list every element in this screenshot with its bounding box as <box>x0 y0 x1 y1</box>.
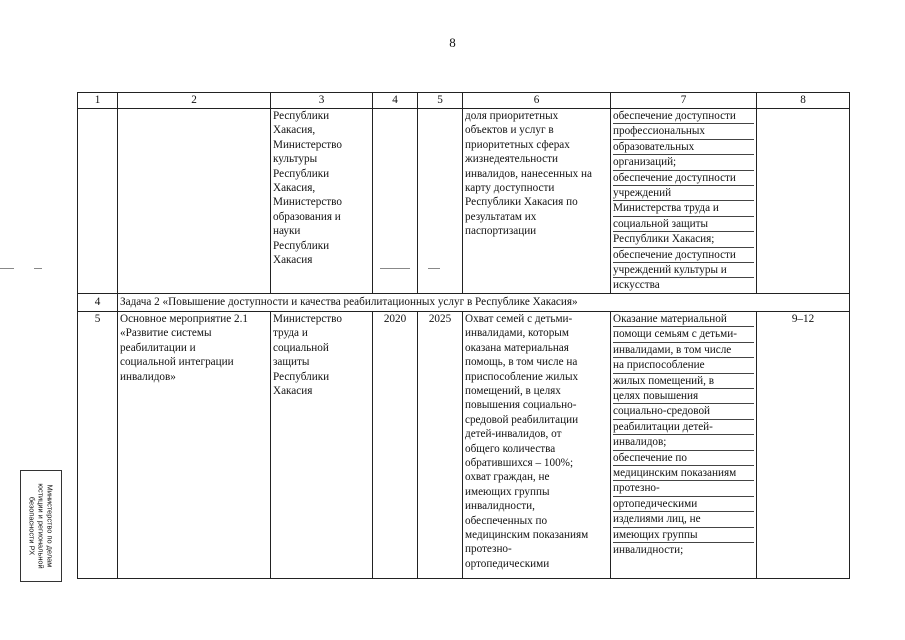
responsible-executor-text: Республики Хакасия, Министерство культуры Республики Хакасия, Министерство образования и науки Республики Хакасия <box>273 110 342 267</box>
table-cell <box>373 109 418 294</box>
end-year: 2025 <box>418 311 463 578</box>
header-cell: 7 <box>611 93 757 109</box>
registration-stamp <box>20 470 62 582</box>
result-line: инвалидов; <box>613 435 754 450</box>
table-cell <box>118 311 271 578</box>
result-line: реабилитации детей- <box>613 420 754 435</box>
table-row <box>78 109 850 294</box>
result-line: протезно- <box>613 481 754 496</box>
task-title: Задача 2 «Повышение доступности и качества реабилитационных услуг в Республике Хакасия» <box>118 293 850 311</box>
result-line: социально-средовой <box>613 404 754 419</box>
table-cell <box>463 311 611 578</box>
scan-artifact <box>428 268 440 269</box>
indicator-text: доля приоритетных объектов и услуг в приоритетных сферах жизнедеятельности инвалидов, нанесенных на карту доступности Республики Хакасия по результатам их паспортизации <box>465 110 592 238</box>
result-line: медицинским показаниям <box>613 466 754 481</box>
scan-artifact <box>380 268 410 269</box>
result-line: учреждений <box>613 186 754 201</box>
result-line: жилых помещений, в <box>613 374 754 389</box>
header-cell: 6 <box>463 93 611 109</box>
table-cell <box>418 109 463 294</box>
table-header-row <box>78 93 850 109</box>
header-cell: 4 <box>373 93 418 109</box>
table-cell <box>118 109 271 294</box>
row-number: 5 <box>78 311 118 578</box>
task-number: 4 <box>78 293 118 311</box>
result-line: обеспечение по <box>613 451 754 466</box>
result-line: инвалидами, в том числе <box>613 343 754 358</box>
responsible-executor-text: Министерство труда и социальной защиты Республики Хакасия <box>273 312 342 397</box>
header-cell: 5 <box>418 93 463 109</box>
result-line: имеющих группы <box>613 528 754 543</box>
header-cell: 1 <box>78 93 118 109</box>
result-line: инвалидности; <box>613 543 684 556</box>
scan-artifact <box>0 268 14 269</box>
scan-artifact <box>34 268 42 269</box>
result-line: изделиями лиц, не <box>613 512 754 527</box>
result-line: Министерства труда и <box>613 201 754 216</box>
indicator-numbers: 9–12 <box>757 311 850 578</box>
table-cell <box>463 109 611 294</box>
result-line: образовательных <box>613 140 754 155</box>
table-cell <box>757 109 850 294</box>
result-line: социальной защиты <box>613 217 754 232</box>
indicator-text: Охват семей с детьми- инвалидами, которым оказана материальная помощь, в том числе на приспособление жилых помещений, в целях повышения социально- средовой реабилитации детей-инвалидов, от общего количества обратившихся – 100%; охват граждан, не имеющих группы инвалидности, обеспеченных по медицинским показаниям протезно- ортопедическими <box>465 312 589 570</box>
result-line: организаций; <box>613 155 754 170</box>
task-row <box>78 293 850 311</box>
result-line: целях повышения <box>613 389 754 404</box>
table-cell <box>271 311 373 578</box>
table-cell <box>611 311 757 578</box>
result-line: обеспечение доступности <box>613 248 754 263</box>
result-line: Оказание материальной <box>613 312 754 327</box>
activity-title: Основное мероприятие 2.1 «Развитие системы реабилитации и социальной интеграции инвалидов» <box>120 312 248 383</box>
result-line: учреждений культуры и <box>613 263 754 278</box>
result-line: ортопедическими <box>613 497 754 512</box>
header-cell: 8 <box>757 93 850 109</box>
result-line: обеспечение доступности <box>613 171 754 186</box>
page-number: 8 <box>449 35 456 50</box>
table-cell <box>271 109 373 294</box>
header-cell: 3 <box>271 93 373 109</box>
result-line: обеспечение доступности <box>613 109 754 124</box>
program-table <box>77 92 850 579</box>
result-line: профессиональных <box>613 124 754 139</box>
table-cell <box>611 109 757 294</box>
start-year: 2020 <box>373 311 418 578</box>
result-line: Республики Хакасия; <box>613 232 754 247</box>
result-line: на приспособление <box>613 358 754 373</box>
table-cell <box>78 109 118 294</box>
result-line: искусства <box>613 279 660 292</box>
header-cell: 2 <box>118 93 271 109</box>
stamp-text: Министерство по делам юстиции и региональной безопасности РХ <box>27 483 55 569</box>
result-line: помощи семьям с детьми- <box>613 327 754 342</box>
table-row <box>78 311 850 578</box>
